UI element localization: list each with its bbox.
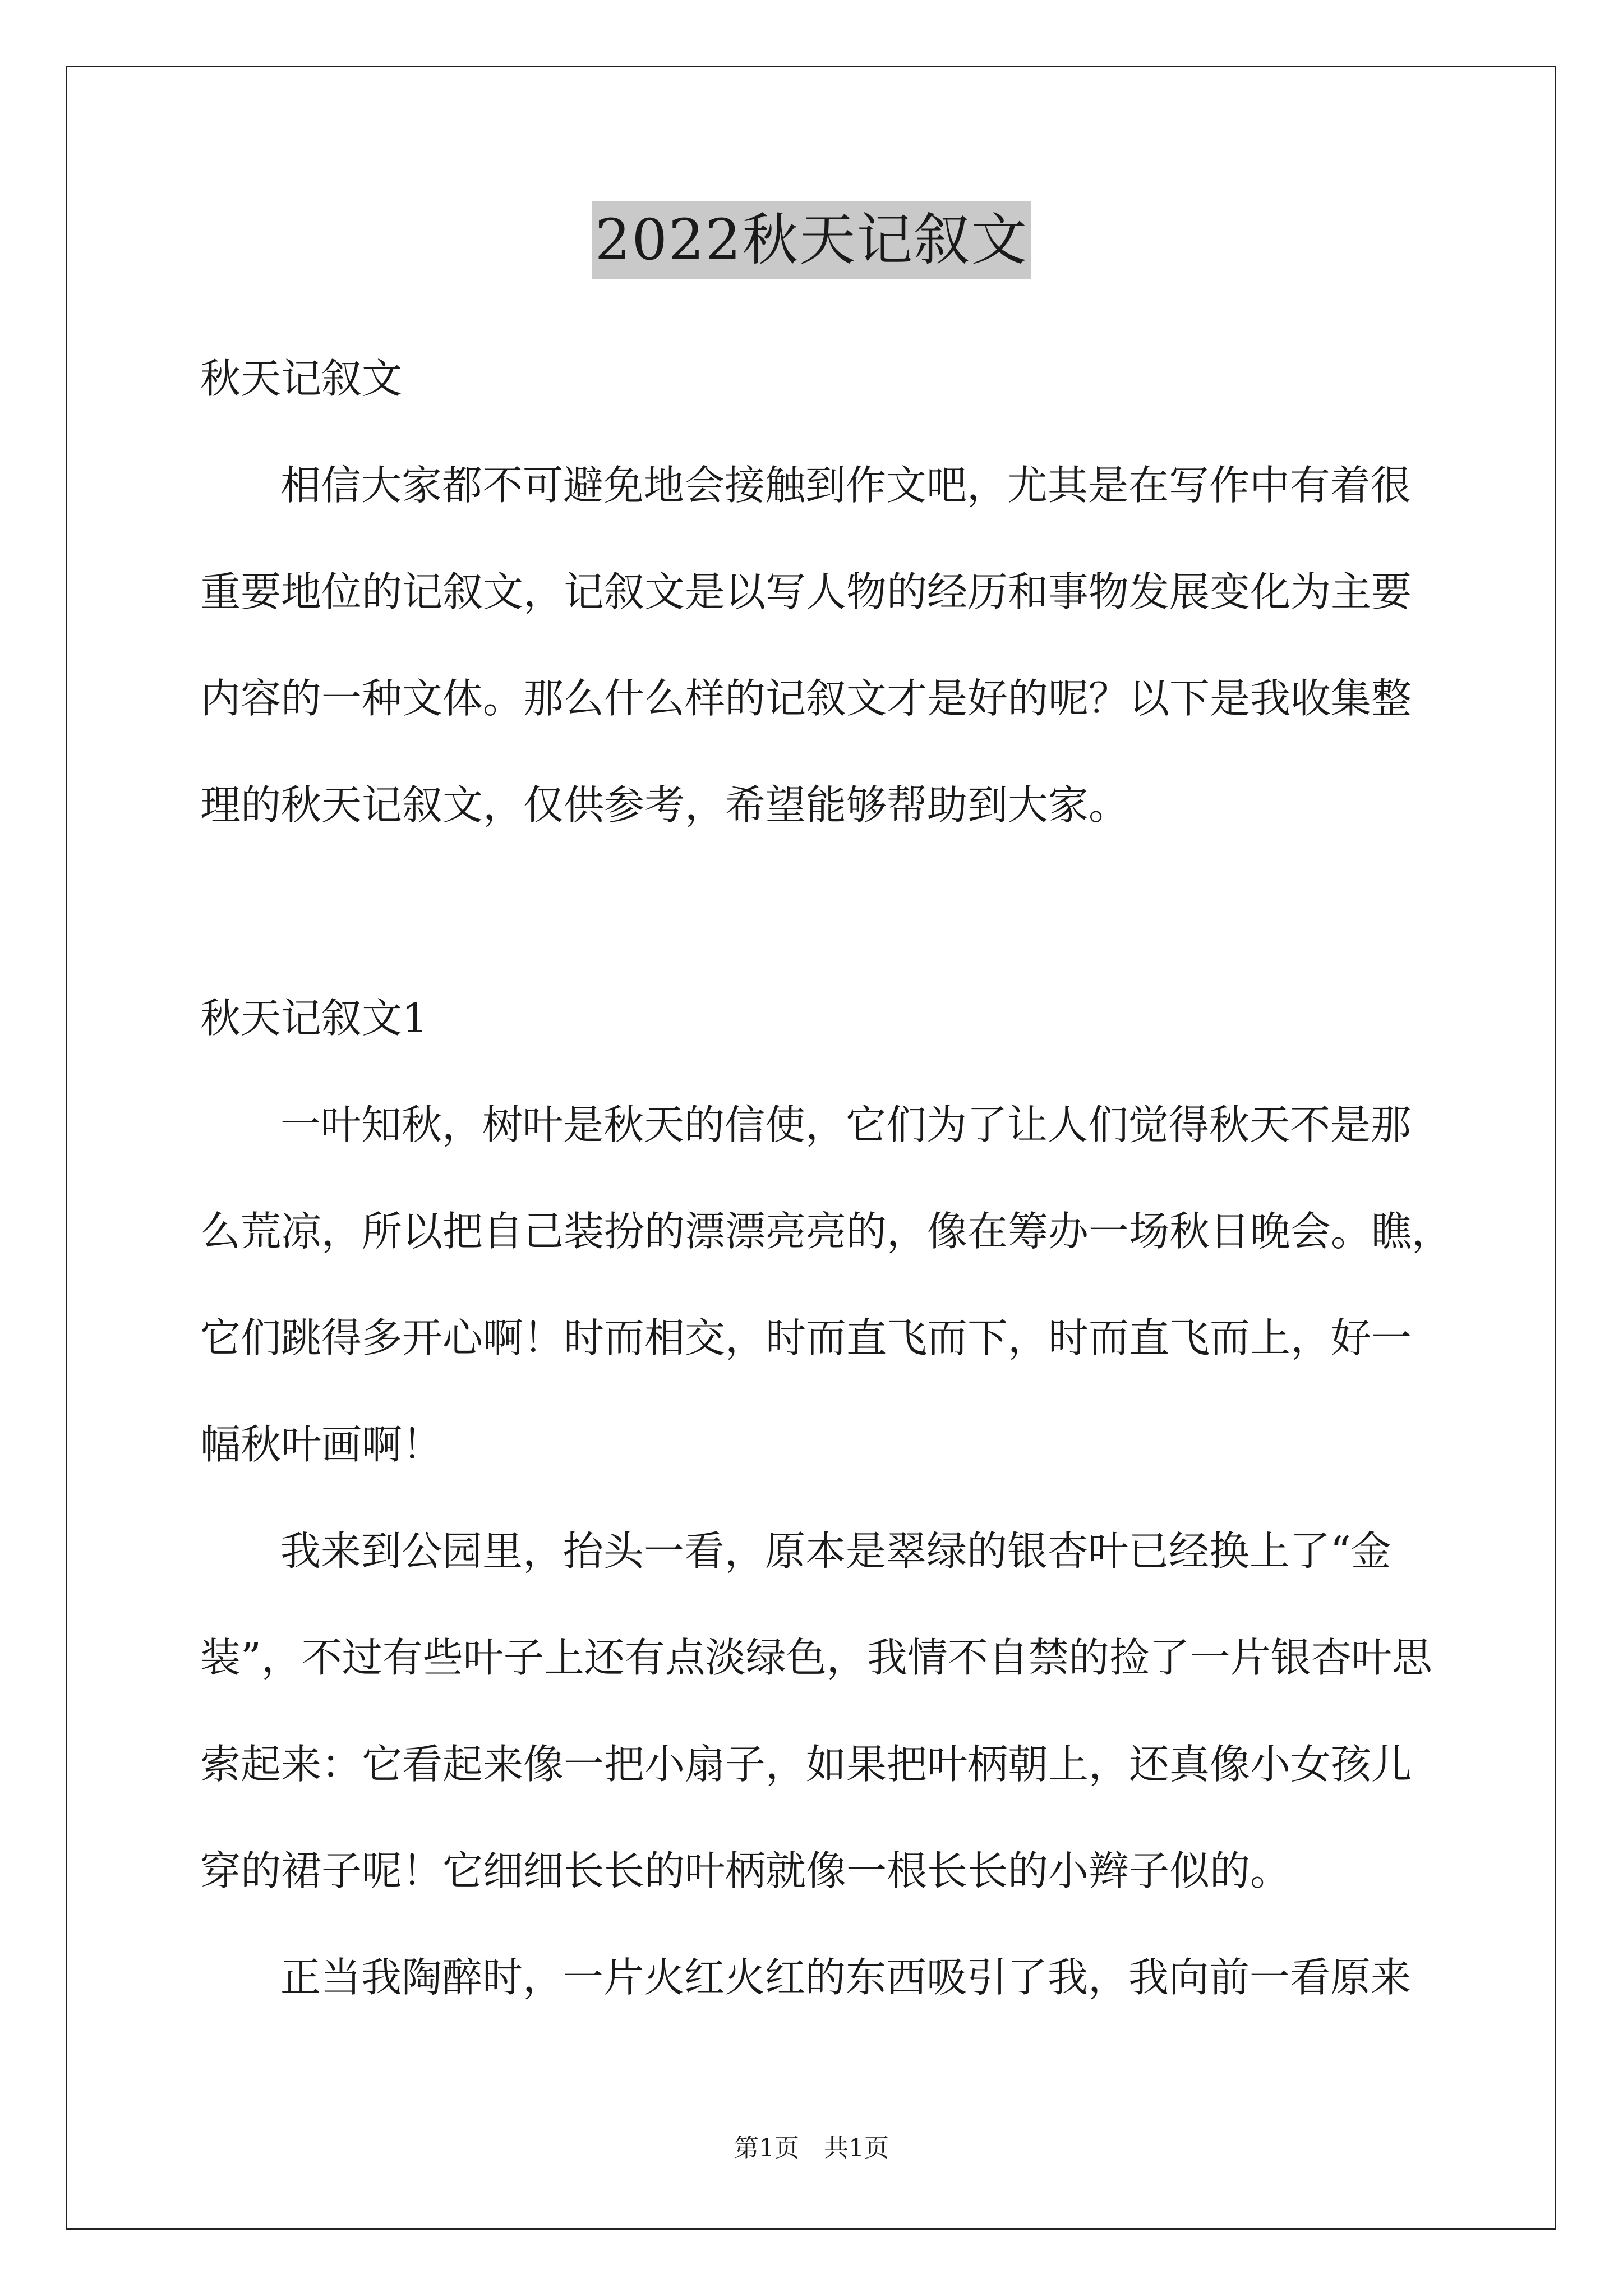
- paragraph1-line-4: 幅秋叶画啊！: [200, 1421, 443, 1468]
- intro-line-2: 重要地位的记叙文，记叙文是以写人物的经历和事物发展变化为主要: [200, 568, 1412, 615]
- intro-line-4: 理的秋天记叙文，仅供参考，希望能够帮助到大家。: [200, 781, 1129, 829]
- page-footer: 第1页 共1页: [734, 2134, 889, 2162]
- paragraph2-line-3: 索起来：它看起来像一把小扇子，如果把叶柄朝上，还真像小女孩儿: [200, 1741, 1412, 1788]
- paragraph2-line-4: 穿的裙子呢！它细细长长的叶柄就像一根长长的小辫子似的。: [200, 1847, 1291, 1894]
- section-heading: 秋天记叙文: [200, 355, 403, 402]
- intro-line-3: 内容的一种文体。那么什么样的记叙文才是好的呢？以下是我收集整: [200, 675, 1412, 722]
- article-heading: 秋天记叙文1: [200, 995, 428, 1042]
- paragraph3-line-1: 正当我陶醉时，一片火红火红的东西吸引了我，我向前一看原来: [280, 1954, 1412, 2001]
- paragraph1-line-1: 一叶知秋，树叶是秋天的信使，它们为了让人们觉得秋天不是那: [280, 1101, 1412, 1148]
- paragraph1-line-3: 它们跳得多开心啊！时而相交，时而直飞而下，时而直飞而上，好一: [200, 1314, 1412, 1361]
- document-title: 2022秋天记叙文: [592, 201, 1032, 279]
- paragraph1-line-2: 么荒凉，所以把自己装扮的漂漂亮亮的，像在筹办一场秋日晚会。瞧，: [200, 1208, 1453, 1255]
- paragraph2-line-1: 我来到公园里，抬头一看，原本是翠绿的银杏叶已经换上了“金: [280, 1527, 1391, 1575]
- title-container: [0, 201, 1623, 279]
- intro-line-1: 相信大家都不可避免地会接触到作文吧，尤其是在写作中有着很: [280, 462, 1412, 509]
- paragraph2-line-2: 装”，不过有些叶子上还有点淡绿色，我情不自禁的捡了一片银杏叶思: [200, 1634, 1432, 1681]
